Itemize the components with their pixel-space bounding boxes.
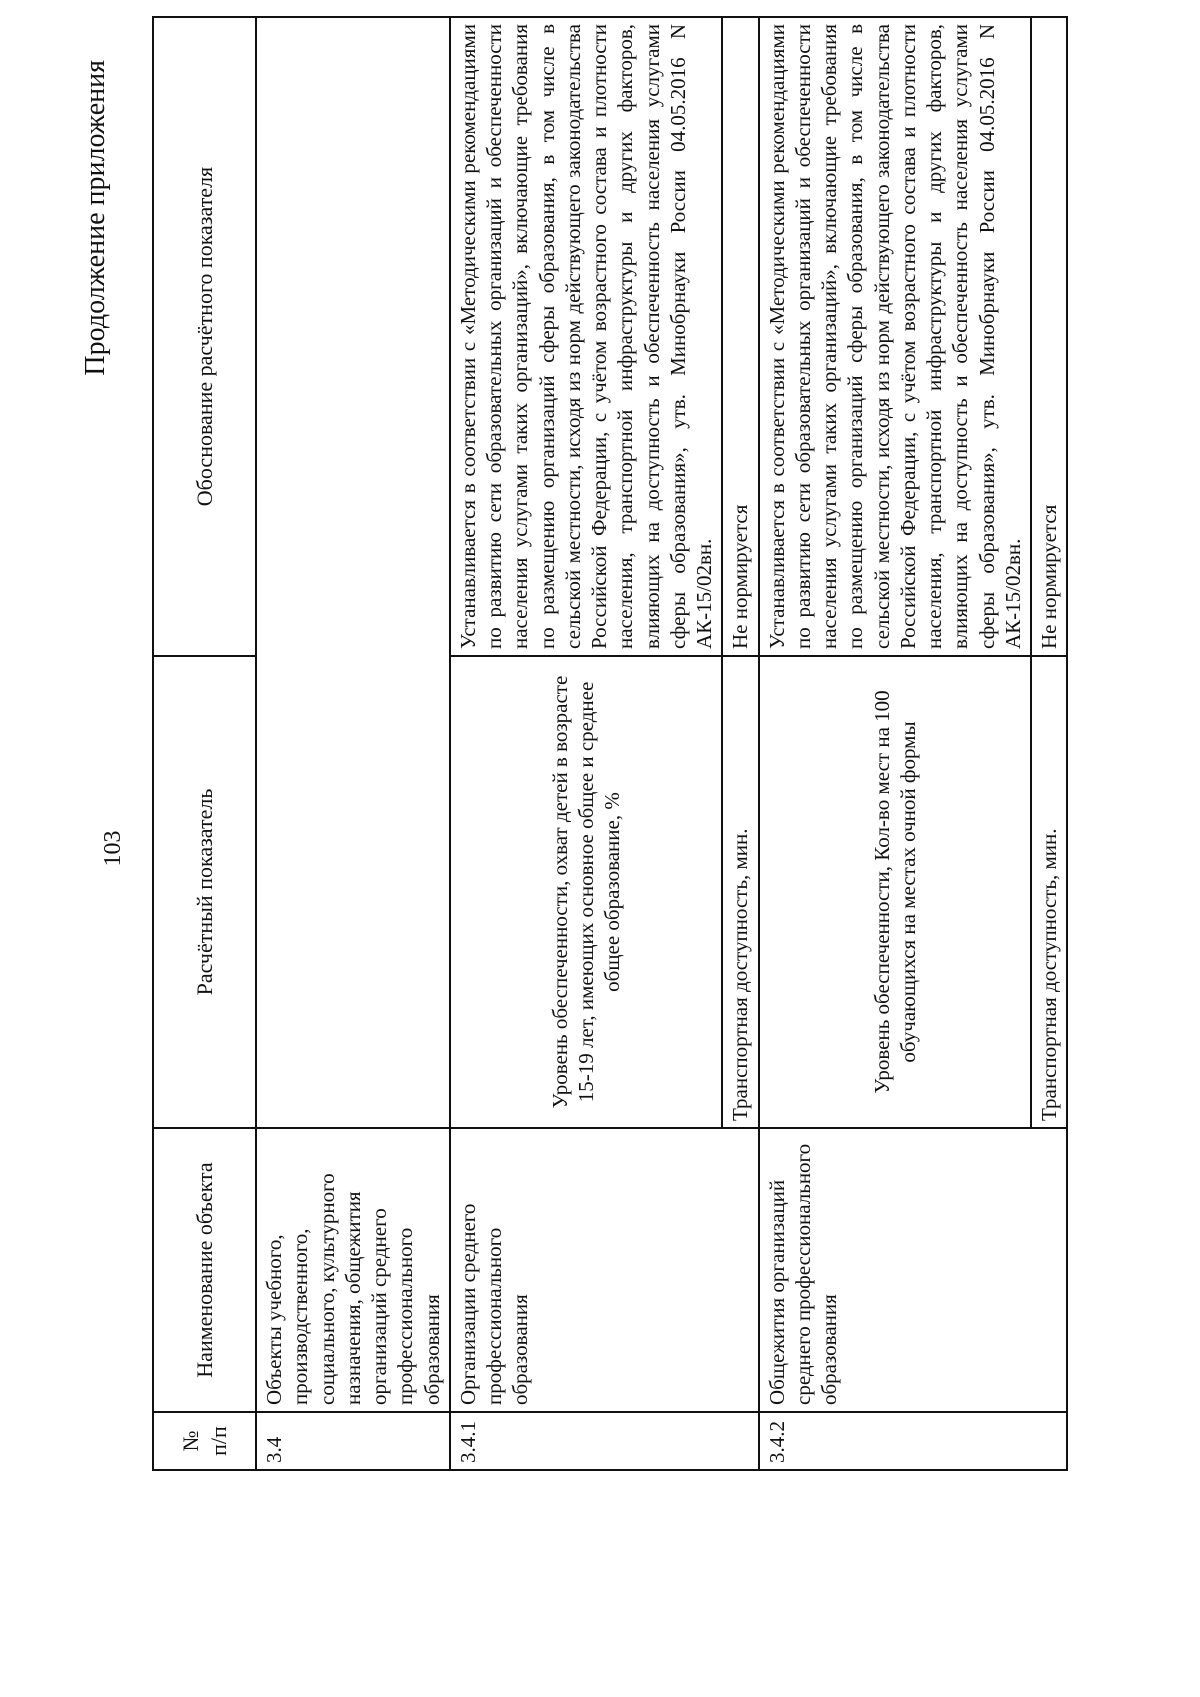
basis-transport: Не нормируется (1031, 17, 1067, 656)
col-header-indicator: Расчётный показатель (153, 656, 256, 1128)
row-num: 3.4.2 (759, 1412, 1068, 1470)
col-header-basis: Обоснование расчётного показателя (153, 17, 256, 656)
row-num: 3.4.1 (450, 1412, 759, 1470)
table-header-row (153, 17, 256, 1470)
row-name: Организации среднего профессионального образования (450, 1128, 759, 1412)
indicator-coverage: Уровень обеспеченности, охват детей в возрасте 15-19 лет, имеющих основное общее и среднее общее образование, % (450, 656, 723, 1128)
table-row (759, 17, 1032, 1470)
table-row (450, 17, 723, 1470)
basis-transport: Не нормируется (722, 17, 758, 656)
basis-text: Устанавливается в соответствии с «Методическими рекомендациями по развитию сети образовательных организаций и обеспеченности населения услугами таких организаций», включающие требования по размещению организаций сферы образования, в том числе в сельской местности, исходя из норм действующего законодательства Российской Федерации, с учётом возрастного состава и плотности населения, транспортной инфраструктуры и других факторов, влияющих на доступность и обеспеченность населения услугами сферы образования», утв. Минобрнауки России 04.05.2016 N АК-15/02вн. (450, 17, 723, 656)
col-header-num: № п/п (153, 1412, 256, 1470)
row-name: Общежития организаций среднего профессионального образования (759, 1128, 1068, 1412)
rotated-page (80, 0, 1200, 1697)
page-number: 103 (100, 830, 126, 867)
col-header-name: Наименование объекта (153, 1128, 256, 1412)
empty-cell (256, 17, 450, 1128)
basis-text: Устанавливается в соответствии с «Методическими рекомендациями по развитию сети образовательных организаций и обеспеченности населения услугами таких организаций», включающие требования по размещению организаций сферы образования, в том числе в сельской местности, исходя из норм действующего законодательства Российской Федерации, с учётом возрастного состава и плотности населения, транспортной инфраструктуры и других факторов, влияющих на доступность и обеспеченность населения услугами сферы образования», утв. Минобрнауки России 04.05.2016 N АК-15/02вн. (759, 17, 1032, 656)
row-name: Объекты учебного, производственного, социального, культурного назначения, общежития организаций среднего профессионального образования (256, 1128, 450, 1412)
table-row (256, 17, 450, 1470)
indicator-transport: Транспортная доступность, мин. (722, 656, 758, 1128)
norms-table (152, 16, 1068, 1471)
page-header: Продолжение приложения (80, 60, 111, 376)
indicator-transport: Транспортная доступность, мин. (1031, 656, 1067, 1128)
indicator-places: Уровень обеспеченности, Кол-во мест на 100 обучающихся на местах очной формы (759, 656, 1032, 1128)
row-num: 3.4 (256, 1412, 450, 1470)
